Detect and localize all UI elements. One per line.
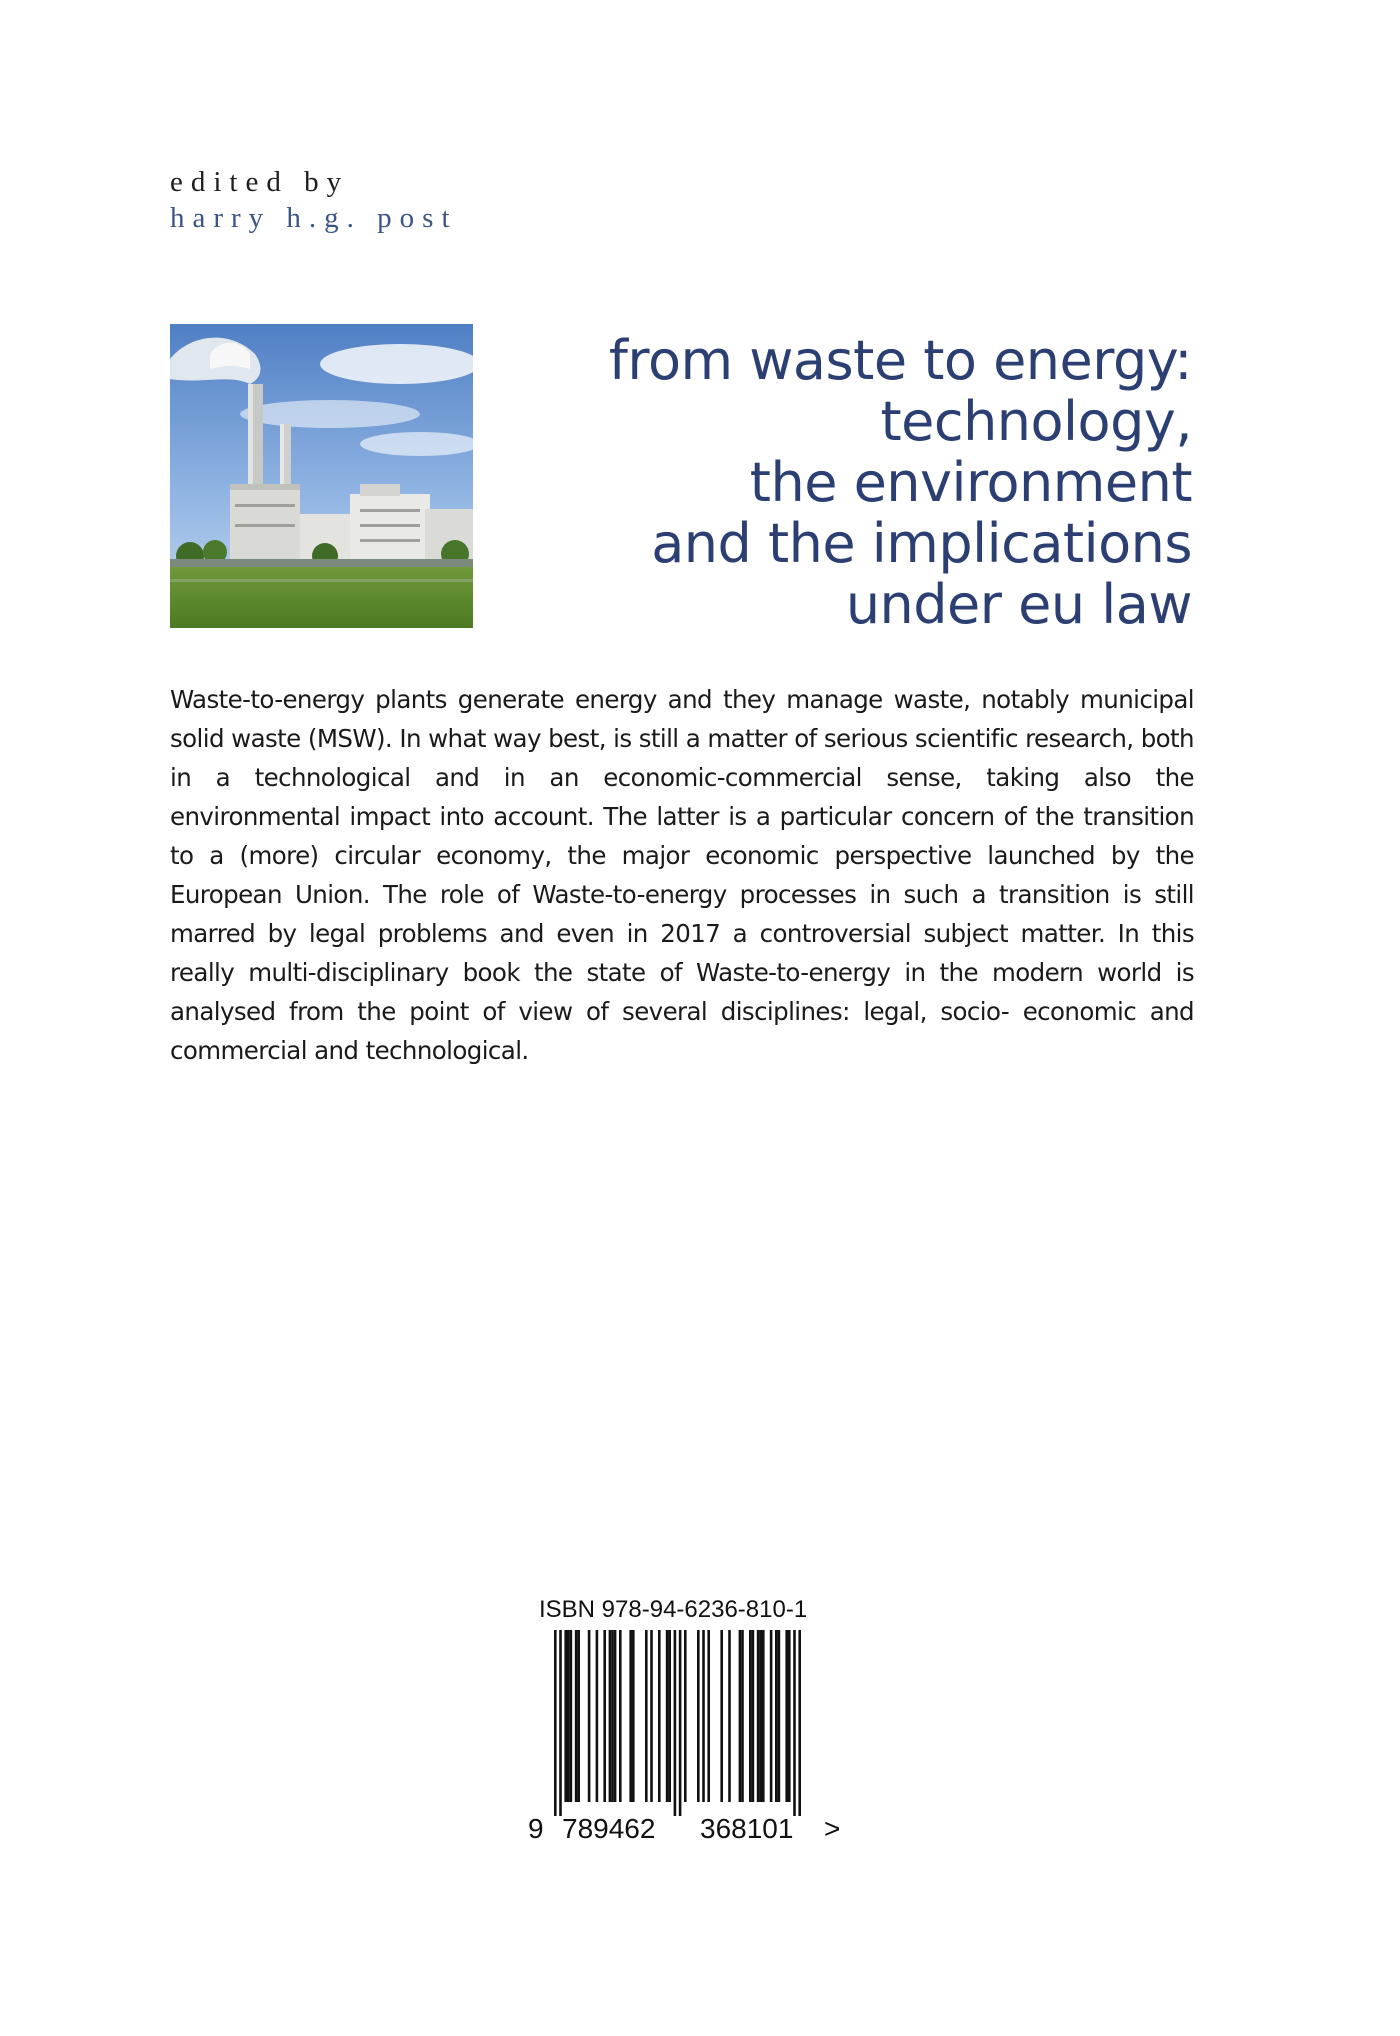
barcode-bar [570, 1630, 573, 1802]
barcode-bar [759, 1630, 762, 1802]
barcode-bar [666, 1630, 669, 1802]
barcode-bar [762, 1630, 765, 1802]
barcode-bar [632, 1630, 635, 1802]
editor-label: edited by [170, 166, 350, 198]
barcode-bar [559, 1630, 562, 1816]
barcode-bar [650, 1630, 653, 1802]
barcode-bar [741, 1630, 744, 1802]
barcode-bar [785, 1630, 788, 1802]
barcode-bar [575, 1630, 578, 1802]
barcode-bar [793, 1630, 796, 1816]
barcode-bar [679, 1630, 682, 1816]
barcode-bar [770, 1630, 773, 1802]
barcode [520, 1628, 850, 1848]
barcode-bar [728, 1630, 731, 1802]
barcode-bar [668, 1630, 671, 1802]
barcode-bar [658, 1630, 661, 1802]
barcode-bar [577, 1630, 580, 1802]
barcode-bar [596, 1630, 599, 1802]
barcode-bar [778, 1630, 781, 1802]
book-description: Waste-to-energy plants generate energy and they manage waste, notably municipal solid waste (MSW). In what way best, is still a matter of serious scientific research, both in a technological and in an economic-commercial sense, taking also the environmental impact into account. The latter is a particular concern of the transition to a (more) circular economy, the major economic perspective launched by the European Union. The role of Waste-to-energy processes in such a transition is still marred by legal problems and even in 2017 a controversial subject matter. In this really multi-disciplinary book the state of Waste-to-energy in the modern world is analysed from the point of view of several disciplines: legal, socio- economic and commercial and technological. [170, 685, 1194, 1065]
isbn-number: ISBN 978-94-6236-810-1 [539, 1596, 808, 1623]
book-title [572, 330, 1192, 635]
barcode-bar [614, 1630, 617, 1802]
barcode-bar [603, 1630, 606, 1802]
barcode-bar [645, 1630, 648, 1802]
barcode-bar [629, 1630, 632, 1802]
barcode-bars [554, 1630, 801, 1816]
barcode-bar [752, 1630, 755, 1802]
barcode-bar [798, 1630, 801, 1816]
title-line: under eu law [845, 573, 1192, 636]
barcode-bar [749, 1630, 752, 1802]
barcode-bar [702, 1630, 705, 1802]
barcode-bar [739, 1630, 742, 1802]
title-line: technology, [880, 390, 1192, 453]
barcode-bar [619, 1630, 622, 1802]
barcode-bar [611, 1630, 614, 1802]
barcode-bar [588, 1630, 591, 1802]
barcode-quiet-zone-mark: > [824, 1813, 841, 1844]
barcode-right-digits: 368101 [700, 1813, 794, 1844]
barcode-bar [697, 1630, 700, 1802]
barcode-bar [707, 1630, 710, 1802]
title-line: from waste to energy: [608, 329, 1192, 392]
barcode-left-digits: 789462 [562, 1813, 656, 1844]
barcode-bar [609, 1630, 612, 1802]
barcode-bar [757, 1630, 760, 1802]
barcode-bar [720, 1630, 723, 1802]
title-line: and the implications [651, 512, 1192, 575]
barcode-bar [674, 1630, 677, 1816]
barcode-bar [564, 1630, 567, 1802]
barcode-bar [775, 1630, 778, 1802]
barcode-bar [554, 1630, 557, 1816]
barcode-bar [684, 1630, 687, 1802]
barcode-bar [567, 1630, 570, 1802]
power-plant-photo [170, 324, 473, 628]
barcode-lead-digit: 9 [528, 1813, 544, 1844]
title-line: the environment [749, 451, 1192, 514]
editor-name: harry h.g. post [170, 202, 458, 234]
barcode-bar [788, 1630, 791, 1802]
